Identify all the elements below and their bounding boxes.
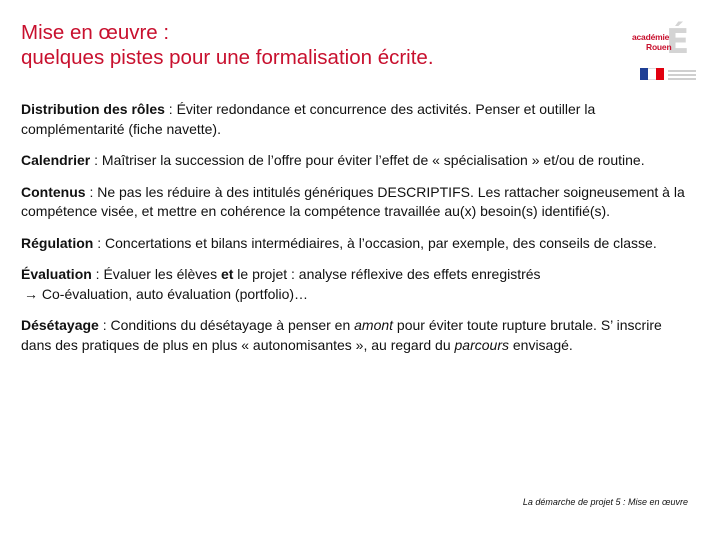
slide-body	[21, 100, 691, 367]
label-desetayage: Désétayage	[21, 317, 99, 333]
label-contenus: Contenus	[21, 183, 86, 200]
logo-brand	[632, 32, 671, 52]
paragraph-evaluation	[21, 265, 691, 304]
text-desetayage-amont: amont	[354, 317, 394, 333]
text-desetayage-2: pour éviter toute rupture brutale. S’ inscrire dans des pratiques de plus en plus « autonomisantes », au regard du	[21, 317, 662, 353]
logo-text-line-2: Rouen	[646, 42, 672, 52]
label-evaluation: Évaluation	[21, 266, 92, 282]
text-contenus: : Ne pas les réduire à des intitulés génériques DESCRIPTIFS. Les rattacher soigneusement à la compétence visée, et mettre en cohérence la compétence travaillée au(x) besoin(s) identifié(s).	[21, 183, 685, 219]
text-regulation: : Concertations et bilans intermédiaires, à l’occasion, par exemple, des conseils de classe.	[93, 234, 657, 251]
academie-rouen-logo	[632, 18, 702, 90]
text-desetayage-1: : Conditions du désétayage à penser en	[98, 317, 355, 333]
text-calendrier: : Maîtriser la succession de l’offre pour éviter l’effet de « spécialisation » et/ou de routine.	[90, 152, 645, 168]
title-line-1: Mise en œuvre :	[21, 21, 170, 44]
text-evaluation-line2: Co-évaluation, auto évaluation (portfolio)…	[38, 285, 309, 302]
text-evaluation-1: : Évaluer les élèves	[91, 266, 221, 282]
republique-text-lines	[668, 70, 696, 72]
label-distribution: Distribution des rôles	[21, 101, 165, 117]
right-arrow-icon: →	[24, 285, 38, 302]
logo-letter: É	[666, 22, 690, 62]
paragraph-contenus	[21, 183, 691, 222]
paragraph-calendrier	[21, 151, 691, 171]
text-evaluation-2: le projet : analyse réflexive des effets enregistrés	[233, 266, 541, 282]
label-calendrier: Calendrier	[21, 152, 91, 168]
title-line-2: quelques pistes pour une formalisation écrite.	[21, 46, 434, 69]
text-desetayage-parcours: parcours	[454, 336, 509, 353]
slide-title	[21, 20, 601, 70]
french-flag-icon	[640, 68, 664, 80]
text-evaluation-et: et	[220, 266, 234, 282]
text-distribution: : Éviter redondance et concurrence des activités. Penser et outiller la complémentarité (fiche navette).	[21, 101, 596, 137]
paragraph-desetayage	[21, 316, 691, 355]
logo-text-line-1: académie	[632, 32, 670, 42]
label-regulation: Régulation	[21, 234, 94, 251]
paragraph-distribution	[21, 100, 691, 139]
paragraph-regulation	[21, 234, 691, 254]
text-desetayage-3: envisagé.	[508, 336, 573, 353]
slide-footer: La démarche de projet 5 : Mise en œuvre	[522, 497, 688, 507]
